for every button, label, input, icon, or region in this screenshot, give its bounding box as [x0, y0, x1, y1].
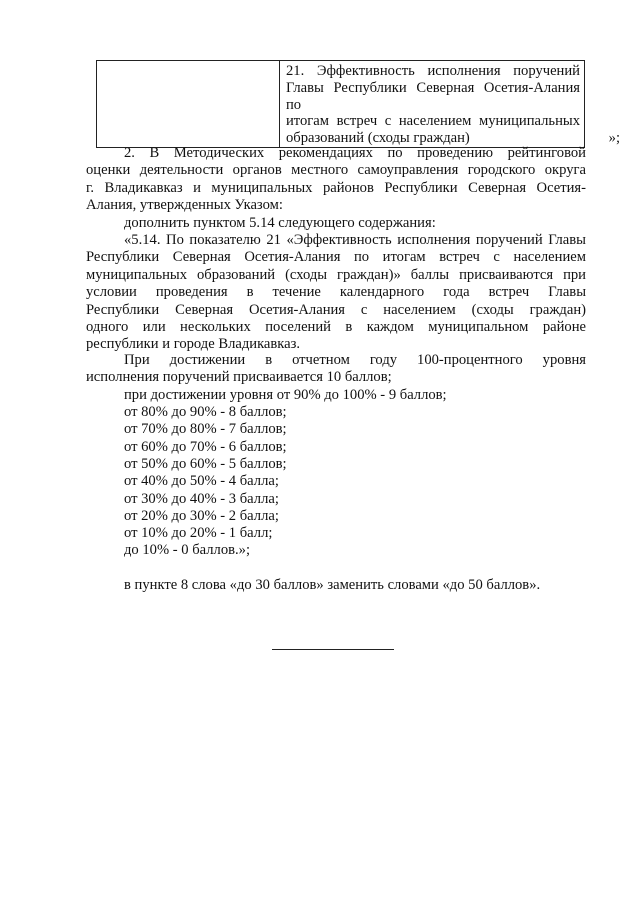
clause-line: Республики Северная Осетия-Алания по итогам встреч с населением — [86, 249, 586, 266]
clause-line: «5.14. По показателю 21 «Эффективность исполнения поручений Главы — [124, 232, 586, 248]
score-list-item: от 80% до 90% - 8 баллов; — [124, 404, 287, 420]
score-list-item: от 40% до 50% - 4 балла; — [124, 473, 279, 489]
score-list-item: от 20% до 30% - 2 балла; — [124, 508, 279, 524]
closing-rule — [272, 649, 394, 650]
paragraph-line: г. Владикавказ и муниципальных районов Республики Северная Осетия- — [86, 179, 586, 196]
table-cell-indicator-21 — [280, 61, 585, 148]
achievement-line: исполнения поручений присваивается 10 баллов; — [86, 369, 392, 386]
supplement-instruction: дополнить пунктом 5.14 следующего содержания: — [124, 215, 436, 231]
achievement-line: При достижении в отчетном году 100-процентного уровня — [124, 352, 586, 368]
paragraph-line: Алания, утвержденных Указом: — [86, 197, 283, 214]
item-8-replacement: в пункте 8 слова «до 30 баллов» заменить словами «до 50 баллов». — [124, 577, 541, 593]
paragraph-2 — [86, 145, 586, 215]
score-list-item: до 10% - 0 баллов.»; — [124, 542, 251, 558]
clause-line: одного или нескольких поселений в каждом муниципальном районе — [86, 319, 586, 336]
clause-line: Республики Северная Осетия-Алания с населением (сходы граждан) — [86, 301, 586, 318]
score-list-item: от 50% до 60% - 5 баллов; — [124, 456, 287, 472]
closing-quote-mark: »; — [608, 130, 620, 146]
table-cell-line: 21. Эффективность исполнения поручений — [286, 63, 580, 79]
clause-line: республики и городе Владикавказ. — [86, 336, 301, 353]
clause-line: условии проведения в течение календарного года встреч Главы — [86, 284, 586, 301]
score-list-item: от 60% до 70% - 6 баллов; — [124, 439, 287, 455]
clause-5-14 — [86, 232, 586, 354]
table-cell-line: образований (сходы граждан) — [286, 130, 470, 147]
indicator-table — [96, 60, 585, 148]
paragraph-line: оценки деятельности органов местного самоуправления городского округа — [86, 162, 586, 179]
score-list-item: от 10% до 20% - 1 балл; — [124, 525, 273, 541]
table-cell-line: итогам встреч с населением муниципальных — [286, 113, 580, 130]
score-list-item: от 70% до 80% - 7 баллов; — [124, 421, 287, 437]
score-list-item: при достижении уровня от 90% до 100% - 9 баллов; — [124, 387, 447, 403]
score-list-item: от 30% до 40% - 3 балла; — [124, 491, 279, 507]
paragraph-line: 2. В Методических рекомендациях по проведению рейтинговой — [124, 145, 586, 161]
table-row — [97, 61, 585, 148]
achievement-paragraph — [86, 352, 586, 387]
clause-line: муниципальных образований (сходы граждан)» баллы присваиваются при — [86, 266, 586, 283]
table-cell-line: Главы Республики Северная Осетия-Алания по — [286, 79, 580, 113]
table-cell-empty — [97, 61, 280, 148]
